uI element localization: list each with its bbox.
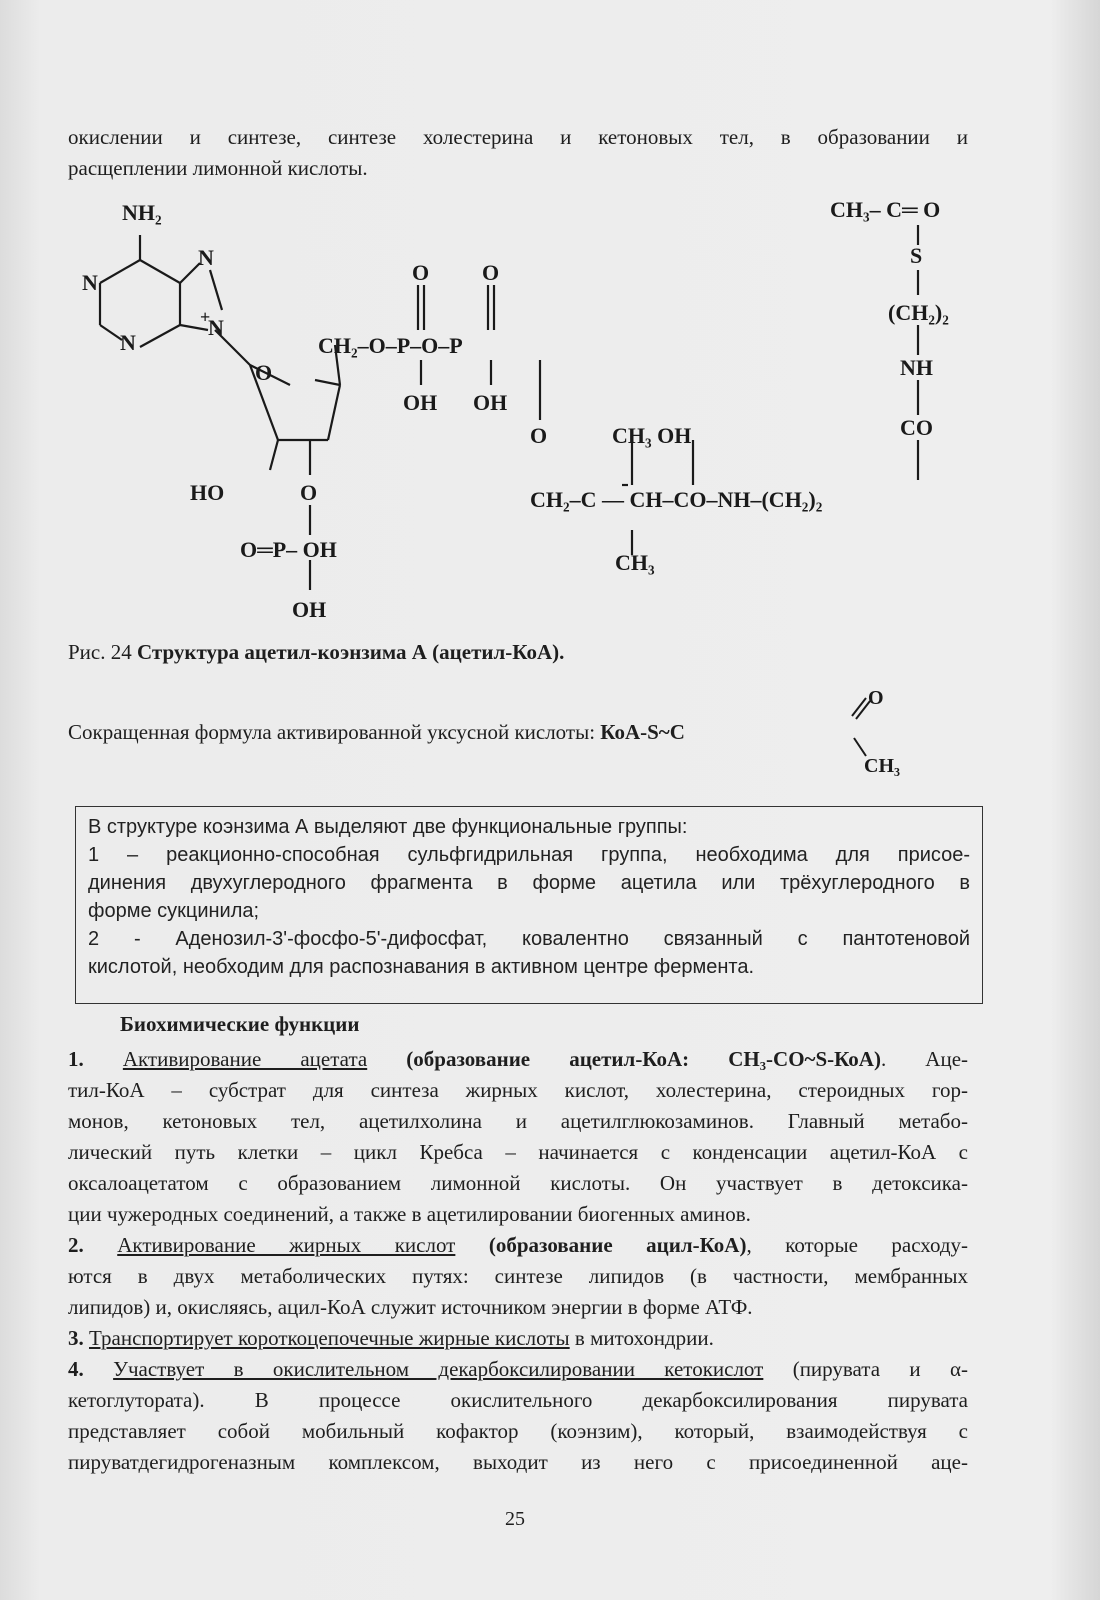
- function-4-title: Участвует в окислительном декарбоксилировании кетокислот: [113, 1357, 764, 1381]
- section-heading: Биохимические функции: [120, 1012, 360, 1036]
- caption-prefix: Рис. 24: [68, 640, 137, 664]
- acetyl-coa-structure-figure: [60, 185, 990, 650]
- caption-title: Структура ацетил-коэнзима А (ацетил-КоА).: [137, 640, 565, 664]
- chain-oxygen: O: [530, 423, 548, 448]
- n3-label: N: [120, 330, 136, 355]
- functional-groups-box: [75, 806, 983, 1004]
- function-4-line-3: представляет собой мобильный кофактор (коэнзим), который, взаимодействуя с: [68, 1419, 968, 1443]
- aldehyde-oxygen: O: [868, 687, 884, 709]
- box-line-5: 2 - Аденозил-3'-фосфо-5'-дифосфат, ковалентно связанный с пантотеновой: [88, 928, 970, 950]
- function-2-number: 2.: [68, 1233, 118, 1257]
- intro-line-2: расщеплении лимонной кислоты.: [68, 156, 368, 180]
- function-3-number: 3.: [68, 1326, 89, 1350]
- function-2-title: Активирование жирных кислот: [117, 1233, 456, 1257]
- function-1-rest: . Аце-: [880, 1047, 969, 1071]
- sulfur-label: S: [910, 243, 923, 268]
- functions-list: [68, 1044, 968, 1478]
- phosphate-oxygen-1: O: [412, 260, 430, 285]
- function-4-line-2: кетоглутората). В процессе окислительного декарбоксилирования пирувата: [68, 1388, 968, 1412]
- box-line-2: 1 – реакционно-способная сульфгидрильная группа, необходима для присое-: [88, 844, 970, 866]
- function-1-title: Активирование ацетата: [122, 1047, 368, 1071]
- function-4-number: 4.: [68, 1357, 114, 1381]
- function-2-line-3: липидов) и, окисляясь, ацил-КоА служит источником энергии в форме АТФ.: [68, 1295, 753, 1319]
- phosphate-oxygen-2: O: [482, 260, 500, 285]
- amide-nh-label: NH: [900, 355, 933, 380]
- box-line-4: форме сукцинила;: [88, 900, 260, 922]
- n7-label: N: [198, 245, 214, 270]
- aldehyde-group: [848, 686, 908, 776]
- function-1-number: 1.: [68, 1047, 123, 1071]
- box-line-3: динения двухуглеродного фрагмента в форме ацетила или трёхуглеродного в: [88, 872, 970, 894]
- ribose-ho-label: HO: [190, 480, 225, 505]
- function-3-line-1: [68, 1323, 968, 1354]
- function-2-line-1: [68, 1230, 968, 1261]
- function-1-line-1: [68, 1044, 968, 1075]
- page-number: 25: [505, 1508, 525, 1530]
- short-formula-text: Сокращенная формула активированной уксусной кислоты:: [68, 720, 601, 744]
- phosphate-3-oh: OH: [292, 597, 327, 622]
- function-1-bold: (образование ацетил-КоА: CH₃-CO~S-КоА): [367, 1047, 881, 1071]
- phosphate-3-label: O═P– OH: [240, 537, 337, 562]
- ribose-oxygen: O: [255, 360, 273, 385]
- n9-label: N: [208, 315, 224, 340]
- function-1-line-3: монов, кетоновых тел, ацетилхолина и ацетилглюкозаминов. Главный метабо-: [68, 1109, 968, 1133]
- function-4-line-4: пируватдегидрогеназным комплексом, выходит из него с присоединенной аце-: [68, 1450, 968, 1474]
- function-1-line-5: оксалоацетатом с образованием лимонной кислоты. Он участвует в детоксика-: [68, 1171, 968, 1195]
- box-line-6: кислотой, необходим для распознавания в активном центре фермента.: [88, 956, 755, 978]
- function-3-rest: в митохондрии.: [569, 1326, 714, 1350]
- chain-ch3: CH₃: [615, 550, 655, 575]
- function-1-line-6: ции чужеродных соединений, а также в ацетилировании биогенных аминов.: [68, 1202, 751, 1226]
- intro-line-1: окислении и синтезе, синтезе холестерина и кетоновых тел, в образовании и: [68, 125, 968, 149]
- box-line-1: В структуре коэнзима А выделяют две функциональные группы:: [88, 816, 688, 838]
- function-4-line-1: [68, 1354, 968, 1385]
- n1-label: N: [82, 270, 98, 295]
- carbonyl-co-label: CO: [900, 415, 933, 440]
- phosphate-oh-2: OH: [473, 390, 508, 415]
- phosphate-oh-1: OH: [403, 390, 438, 415]
- nh2-label: NH₂: [122, 200, 162, 225]
- ethylene-label: (CH₂)₂: [888, 300, 949, 325]
- ribose-3-oxygen: O: [300, 480, 318, 505]
- function-2-rest: , которые расходу-: [746, 1233, 969, 1257]
- function-1-line-2: тил-КоА – субстрат для синтеза жирных кислот, холестерина, стероидных гор-: [68, 1078, 968, 1102]
- short-formula-line: [68, 720, 685, 745]
- function-3-title: Транспортирует короткоцепочечные жирные кислоты: [89, 1326, 570, 1350]
- function-2-line-2: ются в двух метаболических путях: синтезе липидов (в частности, мембранных: [68, 1264, 968, 1288]
- charge-label: +: [200, 307, 211, 327]
- aldehyde-ch3: CH₃: [864, 755, 900, 776]
- short-formula: КоА-S~C: [600, 720, 685, 744]
- function-1-line-4: лический путь клетки – цикл Кребса – начинается с конденсации ацетил-КоА с: [68, 1140, 968, 1164]
- figure-caption: [68, 640, 564, 665]
- chain-ch3-oh: CH₃ OH: [612, 423, 692, 448]
- acetyl-group-label: CH₃– C═ O: [830, 197, 941, 222]
- function-4-rest: (пирувата и α-: [763, 1357, 968, 1381]
- function-2-bold: (образование ацил-КоА): [455, 1233, 747, 1257]
- pantothenate-chain-label: CH₂–C — CH–CO–NH–(CH₂)₂: [530, 487, 823, 512]
- diphosphate-bridge-label: CH₂–O–P–O–P: [318, 333, 463, 358]
- intro-paragraph: [68, 122, 968, 184]
